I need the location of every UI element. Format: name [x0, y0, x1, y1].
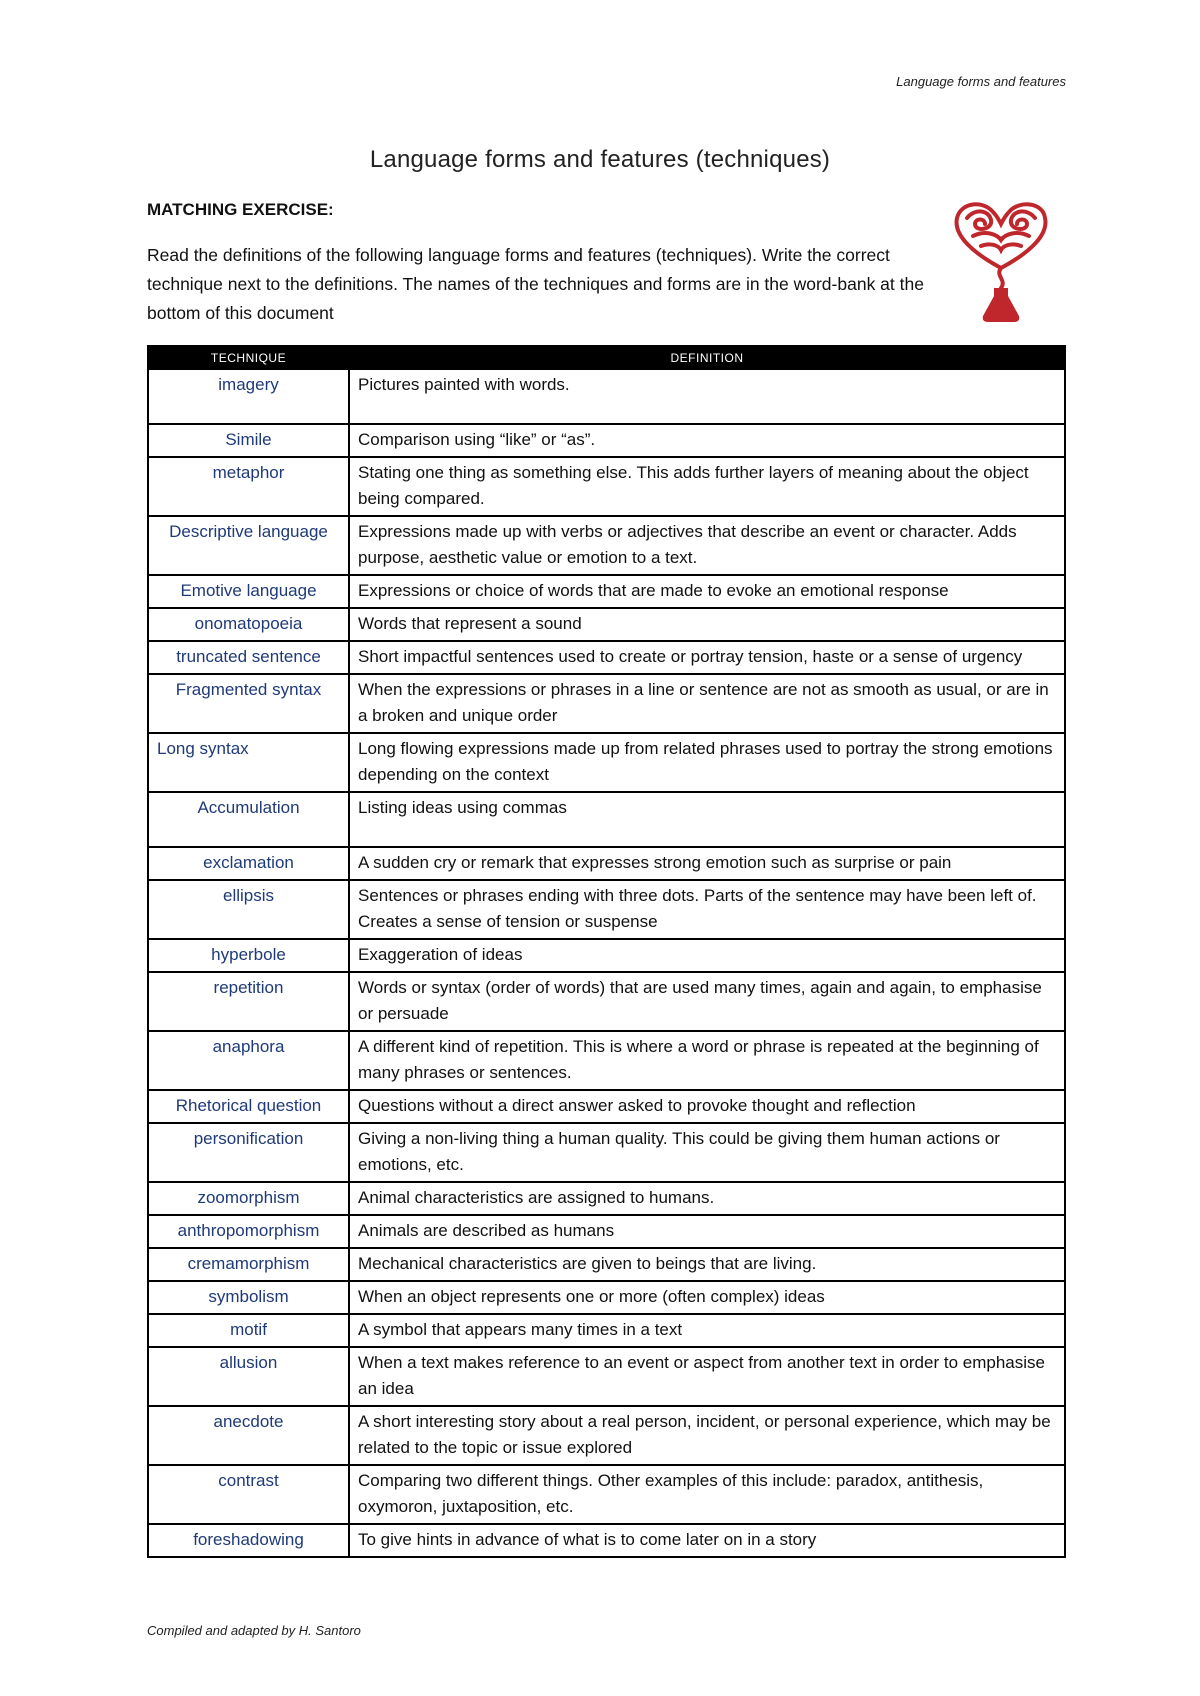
definition-cell: A sudden cry or remark that expresses strong emotion such as surprise or pain: [349, 847, 1065, 880]
definition-cell: Expressions made up with verbs or adjectives that describe an event or character. Adds purpose, aesthetic value or emotion to a text.: [349, 516, 1065, 575]
definition-cell: Mechanical characteristics are given to beings that are living.: [349, 1248, 1065, 1281]
techniques-table: [147, 345, 1066, 1558]
technique-cell: ellipsis: [148, 880, 349, 939]
table-row: [148, 733, 1065, 792]
table-row: [148, 369, 1065, 424]
column-header-technique: TECHNIQUE: [148, 346, 349, 369]
technique-cell: imagery: [148, 369, 349, 424]
table-row: [148, 1314, 1065, 1347]
table-row: [148, 972, 1065, 1031]
table-row: [148, 847, 1065, 880]
table-row: [148, 1406, 1065, 1465]
table-row: [148, 939, 1065, 972]
definition-cell: When the expressions or phrases in a line or sentence are not as smooth as usual, or are in a broken and unique order: [349, 674, 1065, 733]
definition-cell: Short impactful sentences used to create or portray tension, haste or a sense of urgency: [349, 641, 1065, 674]
running-header: Language forms and features: [896, 74, 1066, 89]
technique-cell: Long syntax: [148, 733, 349, 792]
definition-cell: Animals are described as humans: [349, 1215, 1065, 1248]
table-row: [148, 880, 1065, 939]
technique-cell: contrast: [148, 1465, 349, 1524]
technique-cell: Accumulation: [148, 792, 349, 847]
definition-cell: A different kind of repetition. This is where a word or phrase is repeated at the beginning of many phrases or sentences.: [349, 1031, 1065, 1090]
ink-bottle-heart-swirl-icon: [945, 196, 1057, 324]
table-header-row: [148, 346, 1065, 369]
technique-cell: Simile: [148, 424, 349, 457]
technique-cell: cremamorphism: [148, 1248, 349, 1281]
technique-cell: foreshadowing: [148, 1524, 349, 1557]
definition-cell: Comparison using “like” or “as”.: [349, 424, 1065, 457]
definition-cell: Pictures painted with words.: [349, 369, 1065, 424]
technique-cell: Descriptive language: [148, 516, 349, 575]
technique-cell: anthropomorphism: [148, 1215, 349, 1248]
table-row: [148, 608, 1065, 641]
technique-cell: hyperbole: [148, 939, 349, 972]
table-row: [148, 792, 1065, 847]
technique-cell: metaphor: [148, 457, 349, 516]
table-row: [148, 1524, 1065, 1557]
table-row: [148, 1090, 1065, 1123]
technique-cell: Fragmented syntax: [148, 674, 349, 733]
technique-cell: zoomorphism: [148, 1182, 349, 1215]
table-row: [148, 674, 1065, 733]
definition-cell: Listing ideas using commas: [349, 792, 1065, 847]
technique-cell: exclamation: [148, 847, 349, 880]
definition-cell: A short interesting story about a real person, incident, or personal experience, which may be related to the topic or issue explored: [349, 1406, 1065, 1465]
column-header-definition: DEFINITION: [349, 346, 1065, 369]
exercise-heading: MATCHING EXERCISE:: [147, 200, 334, 219]
definition-cell: Words or syntax (order of words) that are used many times, again and again, to emphasise or persuade: [349, 972, 1065, 1031]
table-row: [148, 516, 1065, 575]
technique-cell: anaphora: [148, 1031, 349, 1090]
technique-cell: onomatopoeia: [148, 608, 349, 641]
table-row: [148, 1347, 1065, 1406]
instructions-paragraph: Read the definitions of the following language forms and features (techniques). Write the correct technique next to the definitions. The names of the techniques and forms are in the word-bank at the bottom of this document: [147, 245, 924, 323]
definition-cell: Stating one thing as something else. This adds further layers of meaning about the object being compared.: [349, 457, 1065, 516]
table-row: [148, 1123, 1065, 1182]
table-row: [148, 457, 1065, 516]
table-row: [148, 1465, 1065, 1524]
definition-cell: Comparing two different things. Other examples of this include: paradox, antithesis, oxymoron, juxtaposition, etc.: [349, 1465, 1065, 1524]
technique-cell: Rhetorical question: [148, 1090, 349, 1123]
definition-cell: A symbol that appears many times in a text: [349, 1314, 1065, 1347]
definition-cell: Questions without a direct answer asked to provoke thought and reflection: [349, 1090, 1065, 1123]
definition-cell: Giving a non-living thing a human quality. This could be giving them human actions or emotions, etc.: [349, 1123, 1065, 1182]
definition-cell: To give hints in advance of what is to come later on in a story: [349, 1524, 1065, 1557]
technique-cell: truncated sentence: [148, 641, 349, 674]
definition-cell: Expressions or choice of words that are made to evoke an emotional response: [349, 575, 1065, 608]
page-title: Language forms and features (techniques): [369, 146, 831, 173]
definition-cell: Exaggeration of ideas: [349, 939, 1065, 972]
table-row: [148, 424, 1065, 457]
definition-cell: Sentences or phrases ending with three dots. Parts of the sentence may have been left of. Creates a sense of tension or suspense: [349, 880, 1065, 939]
footer-credit: Compiled and adapted by H. Santoro: [147, 1623, 361, 1638]
definition-cell: When a text makes reference to an event or aspect from another text in order to emphasise an idea: [349, 1347, 1065, 1406]
table-row: [148, 1281, 1065, 1314]
technique-cell: personification: [148, 1123, 349, 1182]
technique-cell: allusion: [148, 1347, 349, 1406]
technique-cell: anecdote: [148, 1406, 349, 1465]
technique-cell: symbolism: [148, 1281, 349, 1314]
definition-cell: Words that represent a sound: [349, 608, 1065, 641]
table-row: [148, 641, 1065, 674]
table-row: [148, 1182, 1065, 1215]
table-row: [148, 1248, 1065, 1281]
definition-cell: Animal characteristics are assigned to humans.: [349, 1182, 1065, 1215]
table-row: [148, 1215, 1065, 1248]
technique-cell: motif: [148, 1314, 349, 1347]
definition-cell: Long flowing expressions made up from related phrases used to portray the strong emotions depending on the context: [349, 733, 1065, 792]
table-row: [148, 1031, 1065, 1090]
technique-cell: Emotive language: [148, 575, 349, 608]
definition-cell: When an object represents one or more (often complex) ideas: [349, 1281, 1065, 1314]
table-row: [148, 575, 1065, 608]
technique-cell: repetition: [148, 972, 349, 1031]
